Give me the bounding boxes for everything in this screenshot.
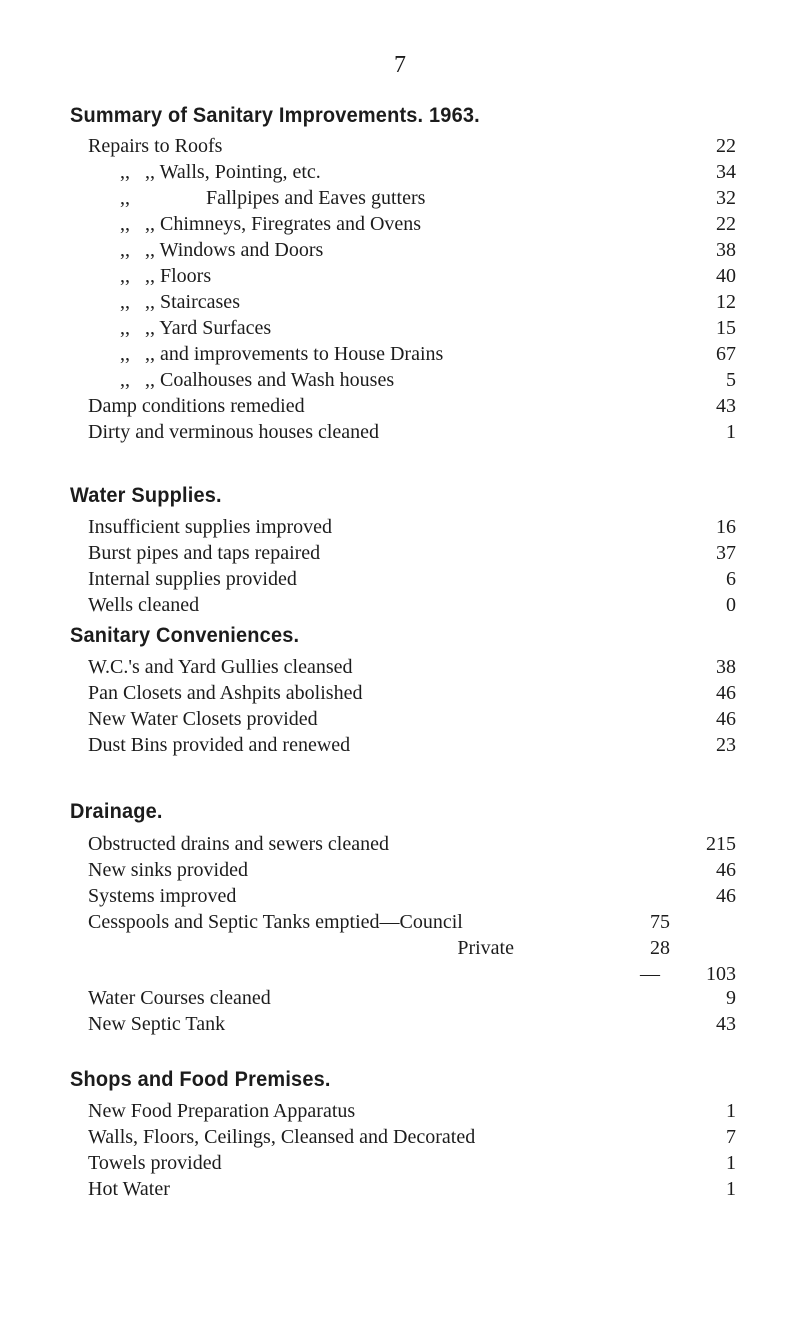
- row-label: Damp conditions remedied: [88, 395, 305, 417]
- row-label: Walls, Pointing, etc.: [159, 161, 321, 183]
- row-label: Pan Closets and Ashpits abolished: [88, 682, 363, 704]
- table-row: [0, 315, 800, 341]
- table-row: [0, 985, 800, 1011]
- row-label: Burst pipes and taps repaired: [88, 542, 321, 564]
- row-label: Fallpipes and Eaves gutters: [206, 187, 426, 209]
- table-row: [0, 211, 800, 237]
- table-row: [0, 1098, 800, 1124]
- row-label: and improvements to House Drains: [160, 343, 444, 365]
- row-value: 215: [706, 833, 736, 855]
- row-prefix: ,, ,,: [120, 317, 155, 339]
- row-label: Cesspools and Septic Tanks emptied—Council: [88, 911, 463, 933]
- row-value: 38: [716, 656, 736, 678]
- row-value: 1: [726, 1178, 736, 1200]
- row-label: Dirty and verminous houses cleaned: [88, 421, 380, 443]
- row-value: 22: [716, 213, 736, 235]
- table-row: [0, 592, 800, 618]
- row-value: 46: [716, 859, 736, 881]
- row-value: 46: [716, 682, 736, 704]
- subtotal-dash: —: [640, 963, 660, 985]
- row-label: New Septic Tank: [88, 1013, 226, 1035]
- row-value: 1: [726, 1100, 736, 1122]
- row-value: 32: [716, 187, 736, 209]
- table-row: [0, 1124, 800, 1150]
- table-row: [0, 706, 800, 732]
- row-label: Wells cleaned: [88, 594, 200, 616]
- table-row: [0, 419, 800, 445]
- row-label: Towels provided: [88, 1152, 222, 1174]
- row-label: Water Courses cleaned: [88, 987, 271, 1009]
- row-sub-value: 28: [650, 937, 670, 959]
- row-value: 7: [726, 1126, 736, 1148]
- table-row: [0, 367, 800, 393]
- table-row: [0, 883, 800, 909]
- row-right-label: Private: [457, 937, 514, 959]
- row-value: 46: [716, 708, 736, 730]
- row-prefix: ,, ,,: [120, 239, 155, 261]
- row-label: Insufficient supplies improved: [88, 516, 333, 538]
- table-row: [0, 289, 800, 315]
- page-number: 7: [394, 52, 406, 78]
- table-row: [0, 1176, 800, 1202]
- row-value: 5: [726, 369, 736, 391]
- row-label: Staircases: [160, 291, 240, 313]
- row-prefix: ,, ,,: [120, 291, 155, 313]
- row-value: 46: [716, 885, 736, 907]
- row-prefix: ,, ,,: [120, 161, 155, 183]
- row-label: Chimneys, Firegrates and Ovens: [160, 213, 422, 235]
- row-label: Yard Surfaces: [159, 317, 272, 339]
- row-value: 43: [716, 1013, 736, 1035]
- section-heading-drainage: Drainage.: [70, 800, 163, 823]
- table-row: [0, 566, 800, 592]
- row-value: 43: [716, 395, 736, 417]
- section-heading-water-supplies: Water Supplies.: [70, 484, 222, 507]
- row-prefix: Repairs to: [88, 135, 170, 157]
- row-value: 16: [716, 516, 736, 538]
- row-value: 9: [726, 987, 736, 1009]
- row-value: 1: [726, 1152, 736, 1174]
- row-label: New sinks provided: [88, 859, 248, 881]
- row-value: 34: [716, 161, 736, 183]
- row-label: Dust Bins provided and renewed: [88, 734, 351, 756]
- row-label: Systems improved: [88, 885, 237, 907]
- row-label: Coalhouses and Wash houses: [160, 369, 395, 391]
- row-prefix: ,, ,,: [120, 265, 155, 287]
- row-prefix: ,, ,,: [120, 343, 155, 365]
- row-value: 1: [726, 421, 736, 443]
- row-label: Hot Water: [88, 1178, 170, 1200]
- table-row: [0, 654, 800, 680]
- table-row: [0, 1150, 800, 1176]
- table-row: [0, 237, 800, 263]
- row-label: W.C.'s and Yard Gullies cleansed: [88, 656, 353, 678]
- row-label: New Food Preparation Apparatus: [88, 1100, 356, 1122]
- table-row: [0, 540, 800, 566]
- row-value: 6: [726, 568, 736, 590]
- row-value: 15: [716, 317, 736, 339]
- row-sub-value: 75: [650, 911, 670, 933]
- table-row: [0, 831, 800, 857]
- section-heading-shops-food: Shops and Food Premises.: [70, 1068, 331, 1091]
- row-value: 40: [716, 265, 736, 287]
- table-row: [0, 732, 800, 758]
- table-row: [0, 263, 800, 289]
- table-row: [0, 961, 800, 987]
- section-heading-sanitary-conveniences: Sanitary Conveniences.: [70, 624, 300, 647]
- table-row: [0, 1011, 800, 1037]
- row-label: Internal supplies provided: [88, 568, 297, 590]
- table-row: [0, 680, 800, 706]
- row-label: Obstructed drains and sewers cleaned: [88, 833, 389, 855]
- row-label: Windows and Doors: [159, 239, 324, 261]
- row-value: 12: [716, 291, 736, 313]
- table-row: [0, 909, 800, 935]
- table-row: [0, 341, 800, 367]
- table-row: [0, 185, 800, 211]
- table-row: [0, 133, 800, 159]
- row-value: 37: [716, 542, 736, 564]
- row-value: 103: [706, 963, 736, 985]
- row-value: 38: [716, 239, 736, 261]
- section-heading-summary: Summary of Sanitary Improvements. 1963.: [70, 104, 480, 127]
- table-row: [0, 935, 800, 961]
- row-prefix: ,,: [120, 187, 130, 209]
- table-row: [0, 393, 800, 419]
- row-prefix: ,, ,,: [120, 213, 155, 235]
- table-row: [0, 514, 800, 540]
- row-label: Floors: [160, 265, 212, 287]
- row-value: 22: [716, 135, 736, 157]
- row-label: Roofs: [174, 135, 223, 157]
- row-prefix: ,, ,,: [120, 369, 155, 391]
- row-value: 0: [726, 594, 736, 616]
- row-value: 67: [716, 343, 736, 365]
- table-row: [0, 857, 800, 883]
- row-label: Walls, Floors, Ceilings, Cleansed and Decorated: [88, 1126, 476, 1148]
- row-value: 23: [716, 734, 736, 756]
- row-label: New Water Closets provided: [88, 708, 318, 730]
- table-row: [0, 159, 800, 185]
